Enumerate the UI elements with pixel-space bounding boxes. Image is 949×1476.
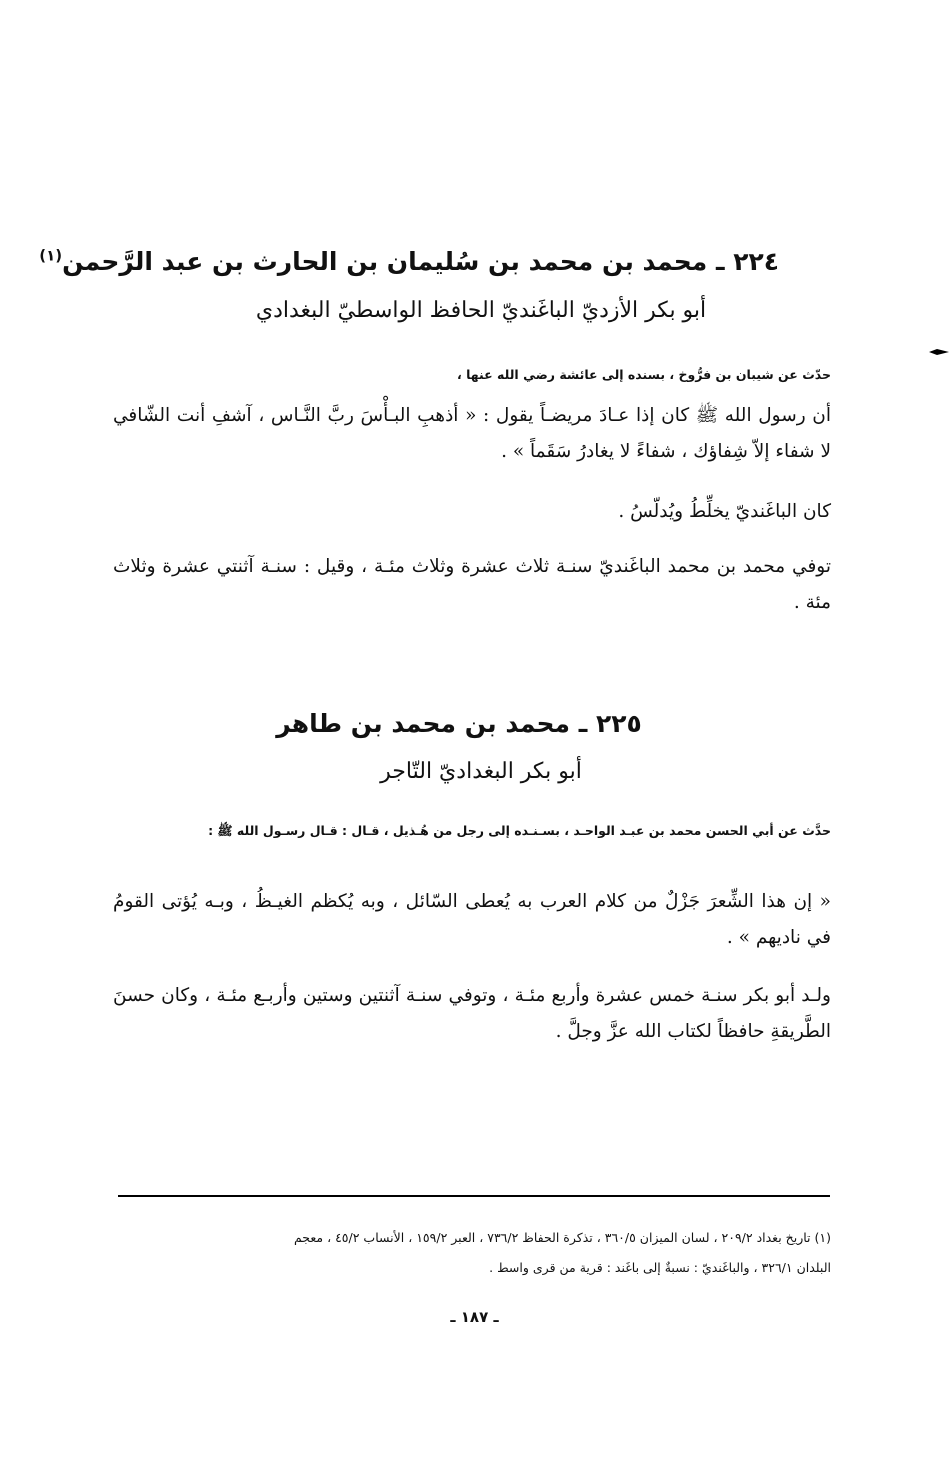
footnote-marker: (١) xyxy=(39,246,63,265)
footnote-line-2: البلدان ٣٢٦/١ ، والباغَنديّ : نسبةٌ إلى باغَند : قرية من قرى واسط . xyxy=(489,1260,831,1275)
entry-225-hadith: « إن هذا الشِّعرَ جَزْلٌ من كلام العرب به يُعطى السّائل ، وبه يُكظم الغيـظُ ، وبـه يُؤتى القومُ في ناديهم » . xyxy=(113,891,831,948)
footnote-line-1: (١) تاريخ بغداد ٢٠٩/٢ ، لسان الميزان ٣٦٠/٥ ، تذكرة الحفاظ ٧٣٦/٢ ، العبر ١٥٩/٢ ، الأنساب ٤٥/٢ ، معجم xyxy=(293,1230,831,1245)
entry-224-hadith: أن رسول الله ﷺ كان إذا عـادَ مريضـاً يقول : « أذهبِ البـأْسَ ربَّ النَّـاس ، آشفِ أنت الشّافي لا شفاء إلاّ شِفاؤك ، شفاءً لا يغادرُ سَقَماً » . xyxy=(113,405,831,462)
entry-225-subtitle: أبو بكر البغداديّ التّاجر xyxy=(380,759,582,784)
entry-224-title-text: ٢٢٤ ـ محمد بن محمد بن سُليمان بن الحارث بن عبد الرَّحمن xyxy=(62,247,779,276)
footnote-separator xyxy=(118,1195,830,1197)
entry-225-bio: ولـد أبو بكر سنـة خمس عشرة وأربع مئـة ، وتوفي سنـة آثنتين وستين وأربـع مئـة ، وكان حسنَ الطَّريقةِ حافظاً لكتاب الله عزَّ وجلَّ . xyxy=(113,985,831,1042)
page-number: ـ ١٨٧ ـ xyxy=(450,1308,499,1326)
entry-224-title xyxy=(39,244,779,280)
entry-225-isnad: حدَّث عن أبي الحسن محمد بن عبـد الواحـد ، بسـنـده إلى رجل من هُـذيل ، قـال : قـال رسـول الله ﷺ : xyxy=(208,823,831,838)
entry-224-subtitle: أبو بكر الأزديّ الباغَنديّ الحافظ الواسطيّ البغدادي xyxy=(255,298,707,323)
entry-224-note: كان الباغَنديّ يخلِّطُ ويُدلّسُ . xyxy=(618,501,831,522)
entry-224-death: توفي محمد بن محمد الباغَنديّ سنـة ثلاث عشرة وثلاث مئـة ، وقيل : سنـة آثنتي عشرة وثلاث مئة . xyxy=(113,556,831,613)
entry-225-title: ٢٢٥ ـ محمد بن محمد بن طاهر xyxy=(276,709,642,738)
entry-224-isnad: حدّث عن شيبان بن فرُّوخ ، بسنده إلى عائشة رضي الله عنها ، xyxy=(457,367,831,382)
margin-mark-icon xyxy=(929,349,949,355)
